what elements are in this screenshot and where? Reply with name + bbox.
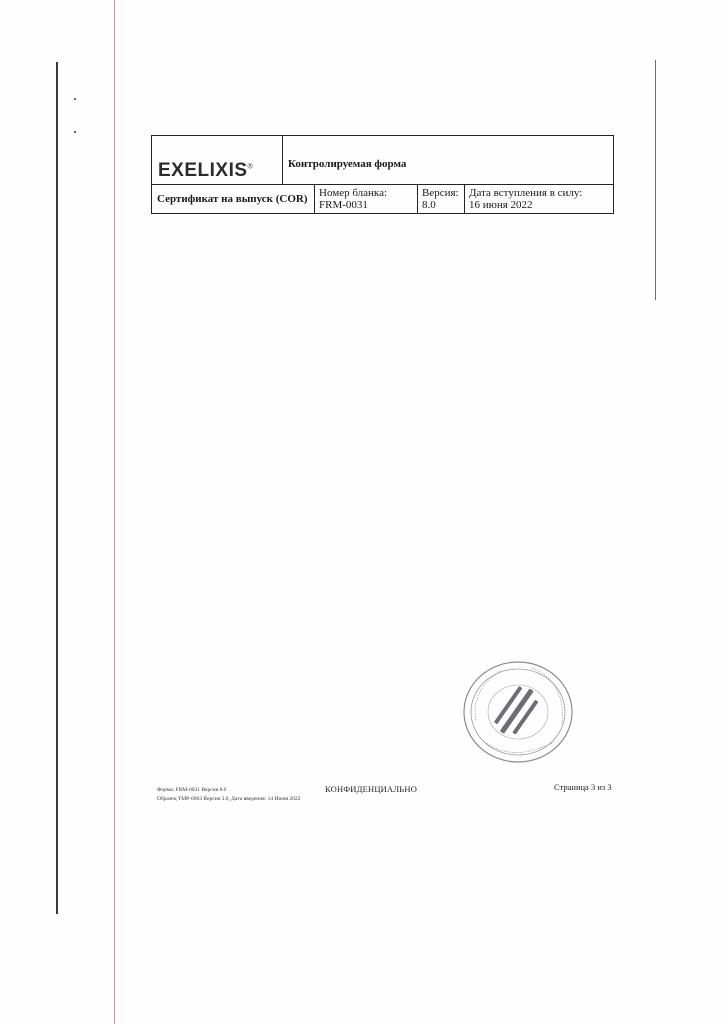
effective-date-cell	[465, 185, 613, 213]
document-header-table	[151, 135, 614, 214]
scan-speck	[74, 131, 76, 133]
scan-speck	[74, 98, 76, 100]
version-value: 8.0	[422, 199, 436, 211]
form-number-label: Номер бланка:	[319, 187, 388, 199]
scan-edge-line	[114, 0, 115, 1024]
effective-date-value: 16 июня 2022	[469, 199, 533, 211]
version-cell	[418, 185, 465, 213]
header-row-bottom	[152, 185, 613, 213]
confidential-label: КОНФИДЕНЦИАЛЬНО	[325, 784, 418, 794]
footer-form-line: Форма: FRM-0031 Версия 8.0	[157, 787, 227, 793]
logo-cell	[152, 136, 283, 185]
company-logo: EXELIXIS®	[158, 160, 254, 181]
effective-date-label: Дата вступления в силу:	[469, 187, 583, 199]
footer-form-info	[157, 786, 300, 804]
page-number: Страница 3 из 3	[554, 782, 612, 792]
scan-shadow-line	[56, 62, 58, 914]
scan-edge-line-right	[655, 60, 656, 300]
document-title: Сертификат на выпуск (COR)	[152, 185, 315, 213]
version-label: Версия:	[422, 187, 459, 199]
header-row-top	[152, 136, 613, 185]
form-number-value: FRM-0031	[319, 199, 368, 211]
footer-template-line: Образец TMP-0003 Версия 3.0, Дата введения: 14 Июня 2022	[157, 796, 301, 802]
form-type-label: Контролируемая форма	[288, 158, 407, 170]
company-seal-stamp	[462, 660, 574, 764]
form-number-cell	[315, 185, 418, 213]
